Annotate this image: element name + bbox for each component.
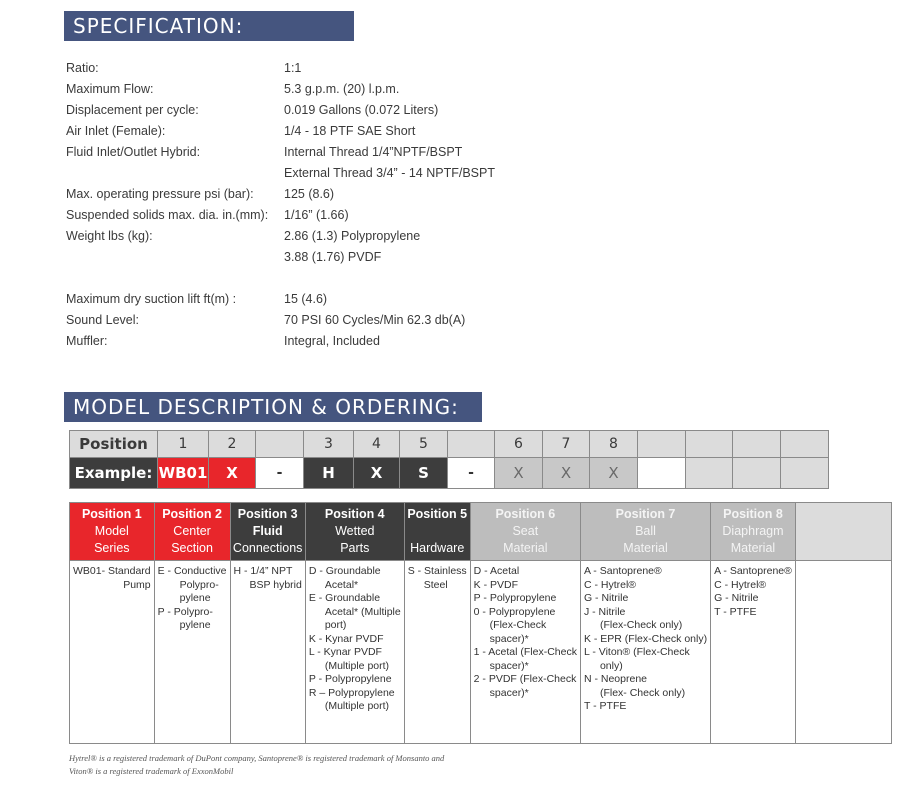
description-body-row bbox=[70, 561, 892, 744]
option-line: G - Nitrile bbox=[714, 592, 759, 604]
option-line: pylene bbox=[179, 619, 211, 631]
spec-value: 70 PSI 60 Cycles/Min 62.3 db(A) bbox=[284, 313, 466, 327]
position-header bbox=[230, 503, 305, 561]
option-line: Acetal* (Multiple bbox=[324, 605, 401, 618]
position-subtitle: Section bbox=[171, 541, 213, 555]
option-line: 2 - PVDF (Flex-Check bbox=[473, 673, 577, 685]
position-cell: 3 bbox=[304, 431, 354, 458]
position-title: Position 8 bbox=[723, 507, 783, 521]
option-line: Pump bbox=[123, 578, 151, 591]
spec-label: Fluid Inlet/Outlet Hybrid: bbox=[66, 145, 201, 159]
example-cell: X bbox=[543, 458, 590, 489]
spec-label: Max. operating pressure psi (bar): bbox=[66, 187, 254, 201]
option-line: P - Polypropylene bbox=[473, 592, 557, 604]
position-cell bbox=[686, 431, 733, 458]
option-line: D - Acetal bbox=[473, 565, 520, 577]
position-subtitle: Fluid bbox=[252, 524, 283, 538]
position-subtitle: Material bbox=[623, 541, 668, 555]
example-cell: WB01 bbox=[158, 458, 209, 489]
position-cell bbox=[638, 431, 686, 458]
option-line: K - EPR (Flex-Check only) bbox=[583, 632, 708, 645]
blank-header bbox=[795, 503, 891, 561]
example-cell: X bbox=[590, 458, 638, 489]
option-line: R – Polypropylene bbox=[308, 686, 395, 699]
option-line: K - PVDF bbox=[473, 578, 519, 591]
spec-label: Weight lbs (kg): bbox=[66, 229, 153, 243]
position-cell: 2 bbox=[209, 431, 256, 458]
position-cell bbox=[256, 431, 304, 458]
spec-value: 1/16” (1.66) bbox=[284, 208, 349, 222]
position-cell: 8 bbox=[590, 431, 638, 458]
spec-label: Sound Level: bbox=[66, 313, 139, 327]
position-options bbox=[305, 561, 404, 744]
position-options bbox=[70, 561, 155, 744]
option-line: Acetal* bbox=[324, 578, 359, 591]
position-cell: 1 bbox=[158, 431, 209, 458]
option-line: port) bbox=[324, 619, 347, 631]
position-row bbox=[70, 431, 829, 458]
position-subtitle: Material bbox=[730, 541, 776, 555]
option-line: Polypro- bbox=[179, 578, 219, 591]
position-label: Position bbox=[70, 431, 158, 458]
spec-value: 3.88 (1.76) PVDF bbox=[284, 250, 382, 264]
position-header bbox=[580, 503, 710, 561]
position-header bbox=[305, 503, 404, 561]
spec-value: 1:1 bbox=[284, 61, 302, 75]
option-line: E - Groundable bbox=[308, 592, 381, 604]
option-line: A - Santoprene® bbox=[583, 565, 662, 577]
position-title: Position 2 bbox=[162, 507, 222, 521]
position-cell bbox=[448, 431, 495, 458]
option-line: 1 - Acetal (Flex-Check bbox=[473, 646, 577, 658]
position-title: Position 7 bbox=[615, 507, 676, 521]
option-line: Steel bbox=[423, 578, 448, 591]
spec-label: Maximum dry suction lift ft(m) : bbox=[66, 292, 237, 306]
description-header-row bbox=[70, 503, 892, 561]
option-line: 0 - Polypropylene bbox=[473, 605, 556, 618]
position-title: Position 5 bbox=[407, 507, 468, 521]
option-line: P - Polypro- bbox=[157, 605, 213, 618]
position-header bbox=[404, 503, 470, 561]
option-line: (Multiple port) bbox=[324, 700, 390, 712]
example-cell: S bbox=[400, 458, 448, 489]
position-cell: 4 bbox=[354, 431, 400, 458]
option-line: P - Polypropylene bbox=[308, 673, 392, 685]
spec-label: Air Inlet (Female): bbox=[66, 124, 166, 138]
position-title: Position 6 bbox=[495, 507, 556, 521]
example-cell: - bbox=[256, 458, 304, 489]
option-line: T - PTFE bbox=[714, 605, 757, 618]
option-line: E - Conductive bbox=[157, 565, 227, 577]
trademark-footnote bbox=[69, 752, 444, 778]
position-header bbox=[70, 503, 155, 561]
footnote-line: Viton® is a registered trademark of ExxonMobil bbox=[69, 766, 234, 776]
option-line: spacer)* bbox=[489, 686, 529, 699]
spec-value: 2.86 (1.3) Polypropylene bbox=[284, 229, 421, 243]
option-line: L - Viton® (Flex-Check bbox=[583, 646, 690, 658]
spec-value: Integral, Included bbox=[284, 334, 380, 348]
model-description-header: MODEL DESCRIPTION & ORDERING: bbox=[64, 392, 482, 422]
option-line: spacer)* bbox=[489, 659, 529, 672]
spec-label: Ratio: bbox=[66, 61, 99, 75]
option-line: (Flex-Check bbox=[489, 619, 547, 631]
example-row bbox=[70, 458, 829, 489]
example-cell bbox=[733, 458, 781, 489]
option-line: (Flex- Check only) bbox=[599, 686, 686, 699]
example-cell bbox=[638, 458, 686, 489]
position-options bbox=[230, 561, 305, 744]
example-cell: - bbox=[448, 458, 495, 489]
ordering-description-table bbox=[69, 502, 892, 744]
position-subtitle: Series bbox=[94, 541, 130, 555]
position-subtitle: Connections bbox=[232, 541, 303, 555]
option-line: S - Stainless bbox=[407, 565, 467, 577]
example-cell: X bbox=[354, 458, 400, 489]
spec-label: Muffler: bbox=[66, 334, 108, 348]
spec-label: Displacement per cycle: bbox=[66, 103, 199, 117]
example-cell: H bbox=[304, 458, 354, 489]
position-subtitle: Seat bbox=[512, 524, 539, 538]
spec-value: External Thread 3/4” - 14 NPTF/BSPT bbox=[284, 166, 495, 180]
spec-label: Maximum Flow: bbox=[66, 82, 154, 96]
spec-value: Internal Thread 1/4”NPTF/BSPT bbox=[284, 145, 463, 159]
option-line: D - Groundable bbox=[308, 565, 381, 577]
position-subtitle: Hardware bbox=[410, 541, 465, 555]
position-subtitle: Ball bbox=[635, 524, 656, 538]
option-line: C - Hytrel® bbox=[714, 578, 767, 591]
option-line: only) bbox=[599, 659, 623, 672]
position-title: Position 1 bbox=[81, 507, 142, 521]
position-subtitle: Diaphragm bbox=[722, 524, 784, 538]
option-line: C - Hytrel® bbox=[583, 578, 637, 591]
example-cell: X bbox=[495, 458, 543, 489]
position-cell bbox=[733, 431, 781, 458]
example-cell bbox=[781, 458, 829, 489]
position-cell bbox=[781, 431, 829, 458]
position-example-table bbox=[69, 430, 829, 489]
position-cell: 6 bbox=[495, 431, 543, 458]
example-cell: X bbox=[209, 458, 256, 489]
position-options bbox=[404, 561, 470, 744]
option-line: N - Neoprene bbox=[583, 673, 647, 685]
option-line: G - Nitrile bbox=[583, 592, 629, 604]
spec-value: 15 (4.6) bbox=[284, 292, 328, 306]
position-title: Position 4 bbox=[324, 507, 385, 521]
spec-value: 1/4 - 18 PTF SAE Short bbox=[284, 124, 416, 138]
option-line: T - PTFE bbox=[583, 700, 627, 712]
position-header bbox=[711, 503, 796, 561]
option-line: spacer)* bbox=[489, 632, 529, 645]
example-label: Example: bbox=[70, 458, 158, 489]
option-line: pylene bbox=[179, 592, 211, 604]
option-line: L - Kynar PVDF bbox=[308, 646, 382, 658]
spec-value: 125 (8.6) bbox=[284, 187, 335, 201]
position-subtitle bbox=[407, 523, 468, 540]
specification-header: SPECIFICATION: bbox=[64, 11, 354, 41]
spec-value: 5.3 g.p.m. (20) l.p.m. bbox=[284, 82, 400, 96]
spec-label: Suspended solids max. dia. in.(mm): bbox=[66, 208, 269, 222]
position-options bbox=[154, 561, 230, 744]
position-cell: 5 bbox=[400, 431, 448, 458]
position-cell: 7 bbox=[543, 431, 590, 458]
position-subtitle: Wetted bbox=[335, 524, 375, 538]
option-line: K - Kynar PVDF bbox=[308, 632, 384, 645]
option-line: WB01- Standard bbox=[73, 565, 151, 577]
position-subtitle: Center bbox=[173, 524, 211, 538]
option-line: J - Nitrile bbox=[583, 605, 626, 618]
option-line: BSP hybrid bbox=[249, 578, 302, 591]
footnote-line: Hytrel® is a registered trademark of DuPont company, Santoprene® is registered trademark of Monsanto and bbox=[69, 753, 445, 763]
position-options bbox=[711, 561, 796, 744]
option-line: (Multiple port) bbox=[324, 659, 390, 672]
example-cell bbox=[686, 458, 733, 489]
position-options bbox=[580, 561, 710, 744]
blank-cell bbox=[795, 561, 891, 744]
position-header bbox=[154, 503, 230, 561]
option-line: A - Santoprene® bbox=[714, 565, 792, 577]
position-subtitle: Model bbox=[94, 524, 129, 538]
spec-value: 0.019 Gallons (0.072 Liters) bbox=[284, 103, 439, 117]
position-subtitle: Parts bbox=[340, 541, 370, 555]
option-line: (Flex-Check only) bbox=[599, 619, 683, 631]
option-line: H - 1/4” NPT bbox=[233, 565, 293, 577]
position-header bbox=[470, 503, 580, 561]
position-options bbox=[470, 561, 580, 744]
position-title: Position 3 bbox=[237, 507, 298, 521]
position-subtitle: Material bbox=[503, 541, 548, 555]
